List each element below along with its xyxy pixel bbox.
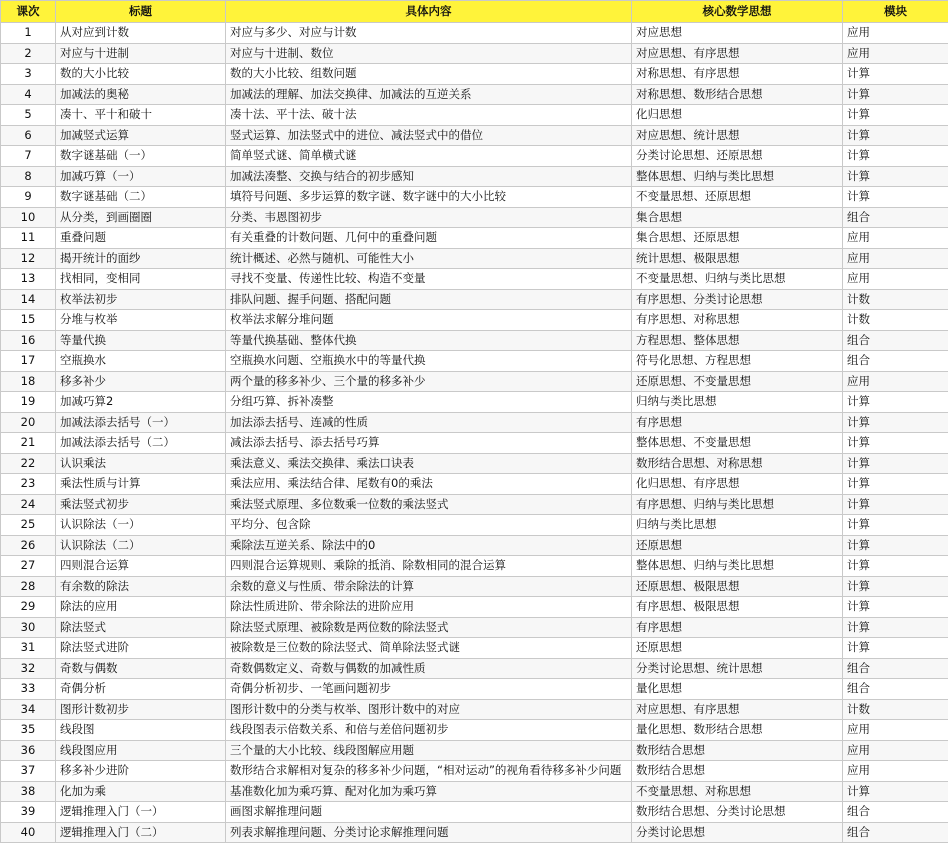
cell-lesson-no[interactable]: 4 bbox=[1, 84, 56, 105]
cell-core-thinking[interactable]: 有序思想、极限思想 bbox=[632, 597, 843, 618]
cell-title[interactable]: 重叠问题 bbox=[56, 228, 226, 249]
header-content[interactable]: 具体内容 bbox=[226, 1, 632, 23]
cell-module[interactable]: 计算 bbox=[843, 781, 948, 802]
cell-lesson-no[interactable]: 13 bbox=[1, 269, 56, 290]
cell-core-thinking[interactable]: 还原思想、极限思想 bbox=[632, 576, 843, 597]
cell-content[interactable]: 加法添去括号、连减的性质 bbox=[226, 412, 632, 433]
cell-content[interactable]: 四则混合运算规则、乘除的抵消、除数相同的混合运算 bbox=[226, 556, 632, 577]
table-row bbox=[1, 822, 948, 843]
cell-core-thinking[interactable]: 不变量思想、还原思想 bbox=[632, 187, 843, 208]
cell-core-thinking[interactable]: 对称思想、数形结合思想 bbox=[632, 84, 843, 105]
cell-title[interactable]: 数字谜基础（一） bbox=[56, 146, 226, 167]
cell-title[interactable]: 奇数与偶数 bbox=[56, 658, 226, 679]
cell-core-thinking[interactable]: 有序思想、归纳与类比思想 bbox=[632, 494, 843, 515]
cell-module[interactable]: 计算 bbox=[843, 64, 948, 85]
table-row bbox=[1, 412, 948, 433]
cell-lesson-no[interactable]: 21 bbox=[1, 433, 56, 454]
cell-lesson-no[interactable]: 29 bbox=[1, 597, 56, 618]
table-row bbox=[1, 474, 948, 495]
table-row bbox=[1, 248, 948, 269]
cell-module[interactable]: 计算 bbox=[843, 125, 948, 146]
table-row bbox=[1, 535, 948, 556]
table-row bbox=[1, 556, 948, 577]
cell-module[interactable]: 计算 bbox=[843, 535, 948, 556]
cell-title[interactable]: 对应与十进制 bbox=[56, 43, 226, 64]
table-row bbox=[1, 617, 948, 638]
cell-module[interactable]: 计算 bbox=[843, 166, 948, 187]
cell-module[interactable]: 计算 bbox=[843, 453, 948, 474]
cell-content[interactable]: 排队问题、握手问题、搭配问题 bbox=[226, 289, 632, 310]
cell-module[interactable]: 计算 bbox=[843, 187, 948, 208]
cell-core-thinking[interactable]: 对应思想、统计思想 bbox=[632, 125, 843, 146]
table-row bbox=[1, 146, 948, 167]
cell-content[interactable]: 画图求解推理问题 bbox=[226, 802, 632, 823]
cell-lesson-no[interactable]: 12 bbox=[1, 248, 56, 269]
cell-content[interactable]: 加减法凑整、交换与结合的初步感知 bbox=[226, 166, 632, 187]
cell-content[interactable]: 分类、韦恩图初步 bbox=[226, 207, 632, 228]
cell-content[interactable]: 有关重叠的计数问题、几何中的重叠问题 bbox=[226, 228, 632, 249]
cell-core-thinking[interactable]: 数形结合思想、分类讨论思想 bbox=[632, 802, 843, 823]
cell-title[interactable]: 移多补少进阶 bbox=[56, 761, 226, 782]
cell-core-thinking[interactable]: 有序思想、对称思想 bbox=[632, 310, 843, 331]
cell-lesson-no[interactable]: 10 bbox=[1, 207, 56, 228]
cell-module[interactable]: 计数 bbox=[843, 699, 948, 720]
cell-title[interactable]: 加减法的奥秘 bbox=[56, 84, 226, 105]
cell-module[interactable]: 计算 bbox=[843, 146, 948, 167]
table-row bbox=[1, 310, 948, 331]
cell-module[interactable]: 计算 bbox=[843, 84, 948, 105]
cell-core-thinking[interactable]: 数形结合思想 bbox=[632, 761, 843, 782]
table-row bbox=[1, 802, 948, 823]
cell-lesson-no[interactable]: 34 bbox=[1, 699, 56, 720]
cell-core-thinking[interactable]: 还原思想、不变量思想 bbox=[632, 371, 843, 392]
table-row bbox=[1, 23, 948, 44]
cell-lesson-no[interactable]: 6 bbox=[1, 125, 56, 146]
table-row bbox=[1, 43, 948, 64]
cell-content[interactable]: 两个量的移多补少、三个量的移多补少 bbox=[226, 371, 632, 392]
cell-content[interactable]: 线段图表示倍数关系、和倍与差倍问题初步 bbox=[226, 720, 632, 741]
table-row bbox=[1, 166, 948, 187]
cell-lesson-no[interactable]: 39 bbox=[1, 802, 56, 823]
cell-content[interactable]: 凑十法、平十法、破十法 bbox=[226, 105, 632, 126]
cell-module[interactable]: 组合 bbox=[843, 330, 948, 351]
cell-module[interactable]: 应用 bbox=[843, 43, 948, 64]
cell-content[interactable]: 简单竖式谜、简单横式谜 bbox=[226, 146, 632, 167]
table-row bbox=[1, 187, 948, 208]
cell-core-thinking[interactable]: 整体思想、归纳与类比思想 bbox=[632, 556, 843, 577]
cell-lesson-no[interactable]: 40 bbox=[1, 822, 56, 843]
table-row bbox=[1, 105, 948, 126]
cell-core-thinking[interactable]: 统计思想、极限思想 bbox=[632, 248, 843, 269]
table-row bbox=[1, 781, 948, 802]
cell-content[interactable]: 竖式运算、加法竖式中的进位、减法竖式中的借位 bbox=[226, 125, 632, 146]
cell-lesson-no[interactable]: 7 bbox=[1, 146, 56, 167]
cell-content[interactable]: 乘除法互逆关系、除法中的0 bbox=[226, 535, 632, 556]
cell-content[interactable]: 寻找不变量、传递性比较、构造不变量 bbox=[226, 269, 632, 290]
cell-lesson-no[interactable]: 8 bbox=[1, 166, 56, 187]
cell-title[interactable]: 凑十、平十和破十 bbox=[56, 105, 226, 126]
table-row bbox=[1, 515, 948, 536]
cell-content[interactable]: 奇偶分析初步、一笔画问题初步 bbox=[226, 679, 632, 700]
cell-lesson-no[interactable]: 33 bbox=[1, 679, 56, 700]
cell-module[interactable]: 应用 bbox=[843, 740, 948, 761]
cell-title[interactable]: 等量代换 bbox=[56, 330, 226, 351]
cell-lesson-no[interactable]: 25 bbox=[1, 515, 56, 536]
table-row bbox=[1, 84, 948, 105]
cell-core-thinking[interactable]: 量化思想、数形结合思想 bbox=[632, 720, 843, 741]
cell-core-thinking[interactable]: 整体思想、归纳与类比思想 bbox=[632, 166, 843, 187]
header-lesson-no[interactable]: 课次 bbox=[1, 1, 56, 23]
cell-core-thinking[interactable]: 不变量思想、归纳与类比思想 bbox=[632, 269, 843, 290]
cell-module[interactable]: 应用 bbox=[843, 761, 948, 782]
table-row bbox=[1, 269, 948, 290]
cell-module[interactable]: 计算 bbox=[843, 494, 948, 515]
cell-module[interactable]: 应用 bbox=[843, 228, 948, 249]
table-row bbox=[1, 597, 948, 618]
cell-module[interactable]: 组合 bbox=[843, 351, 948, 372]
cell-title[interactable]: 有余数的除法 bbox=[56, 576, 226, 597]
cell-content[interactable]: 基准数化加为乘巧算、配对化加为乘巧算 bbox=[226, 781, 632, 802]
cell-content[interactable]: 乘法意义、乘法交换律、乘法口诀表 bbox=[226, 453, 632, 474]
cell-lesson-no[interactable]: 3 bbox=[1, 64, 56, 85]
cell-title[interactable]: 除法竖式 bbox=[56, 617, 226, 638]
cell-module[interactable]: 计算 bbox=[843, 474, 948, 495]
cell-content[interactable]: 枚举法求解分堆问题 bbox=[226, 310, 632, 331]
cell-lesson-no[interactable]: 2 bbox=[1, 43, 56, 64]
cell-core-thinking[interactable]: 方程思想、整体思想 bbox=[632, 330, 843, 351]
cell-module[interactable]: 组合 bbox=[843, 802, 948, 823]
cell-content[interactable]: 三个量的大小比较、线段图解应用题 bbox=[226, 740, 632, 761]
cell-lesson-no[interactable]: 14 bbox=[1, 289, 56, 310]
table-row bbox=[1, 330, 948, 351]
cell-title[interactable]: 逻辑推理入门（一） bbox=[56, 802, 226, 823]
cell-content[interactable]: 乘法竖式原理、多位数乘一位数的乘法竖式 bbox=[226, 494, 632, 515]
cell-lesson-no[interactable]: 37 bbox=[1, 761, 56, 782]
cell-title[interactable]: 乘法竖式初步 bbox=[56, 494, 226, 515]
cell-title[interactable]: 除法的应用 bbox=[56, 597, 226, 618]
cell-core-thinking[interactable]: 量化思想 bbox=[632, 679, 843, 700]
cell-core-thinking[interactable]: 有序思想 bbox=[632, 412, 843, 433]
cell-content[interactable]: 统计概述、必然与随机、可能性大小 bbox=[226, 248, 632, 269]
cell-content[interactable]: 对应与多少、对应与计数 bbox=[226, 23, 632, 44]
cell-lesson-no[interactable]: 22 bbox=[1, 453, 56, 474]
cell-core-thinking[interactable]: 数形结合思想、对称思想 bbox=[632, 453, 843, 474]
cell-lesson-no[interactable]: 23 bbox=[1, 474, 56, 495]
cell-module[interactable]: 计算 bbox=[843, 515, 948, 536]
cell-lesson-no[interactable]: 26 bbox=[1, 535, 56, 556]
cell-lesson-no[interactable]: 11 bbox=[1, 228, 56, 249]
cell-title[interactable]: 加减法添去括号（二） bbox=[56, 433, 226, 454]
table-row bbox=[1, 576, 948, 597]
cell-title[interactable]: 揭开统计的面纱 bbox=[56, 248, 226, 269]
table-row bbox=[1, 433, 948, 454]
cell-content[interactable]: 奇数偶数定义、奇数与偶数的加减性质 bbox=[226, 658, 632, 679]
cell-title[interactable]: 加减竖式运算 bbox=[56, 125, 226, 146]
cell-core-thinking[interactable]: 化归思想 bbox=[632, 105, 843, 126]
cell-title[interactable]: 空瓶换水 bbox=[56, 351, 226, 372]
table-row bbox=[1, 228, 948, 249]
cell-module[interactable]: 计算 bbox=[843, 556, 948, 577]
cell-lesson-no[interactable]: 35 bbox=[1, 720, 56, 741]
cell-core-thinking[interactable]: 有序思想 bbox=[632, 617, 843, 638]
table-body bbox=[1, 23, 948, 843]
cell-lesson-no[interactable]: 5 bbox=[1, 105, 56, 126]
cell-module[interactable]: 计算 bbox=[843, 105, 948, 126]
cell-lesson-no[interactable]: 1 bbox=[1, 23, 56, 44]
cell-lesson-no[interactable]: 17 bbox=[1, 351, 56, 372]
cell-module[interactable]: 计算 bbox=[843, 597, 948, 618]
cell-core-thinking[interactable]: 集合思想、还原思想 bbox=[632, 228, 843, 249]
cell-content[interactable]: 列表求解推理问题、分类讨论求解推理问题 bbox=[226, 822, 632, 843]
cell-lesson-no[interactable]: 30 bbox=[1, 617, 56, 638]
cell-title[interactable]: 图形计数初步 bbox=[56, 699, 226, 720]
cell-title[interactable]: 从分类，到画圈圈 bbox=[56, 207, 226, 228]
cell-content[interactable]: 数的大小比较、组数问题 bbox=[226, 64, 632, 85]
cell-core-thinking[interactable]: 不变量思想、对称思想 bbox=[632, 781, 843, 802]
cell-content[interactable]: 除法竖式原理、被除数是两位数的除法竖式 bbox=[226, 617, 632, 638]
cell-lesson-no[interactable]: 24 bbox=[1, 494, 56, 515]
header-core-thinking[interactable]: 核心数学思想 bbox=[632, 1, 843, 23]
cell-core-thinking[interactable]: 数形结合思想 bbox=[632, 740, 843, 761]
cell-module[interactable]: 计数 bbox=[843, 289, 948, 310]
cell-module[interactable]: 计数 bbox=[843, 310, 948, 331]
table-row bbox=[1, 371, 948, 392]
cell-title[interactable]: 化加为乘 bbox=[56, 781, 226, 802]
cell-title[interactable]: 四则混合运算 bbox=[56, 556, 226, 577]
table-row bbox=[1, 392, 948, 413]
table-row bbox=[1, 658, 948, 679]
table-row bbox=[1, 638, 948, 659]
cell-title[interactable]: 认识除法（二） bbox=[56, 535, 226, 556]
cell-content[interactable]: 对应与十进制、数位 bbox=[226, 43, 632, 64]
cell-module[interactable]: 组合 bbox=[843, 658, 948, 679]
cell-lesson-no[interactable]: 9 bbox=[1, 187, 56, 208]
cell-lesson-no[interactable]: 19 bbox=[1, 392, 56, 413]
cell-content[interactable]: 除法性质进阶、带余除法的进阶应用 bbox=[226, 597, 632, 618]
cell-title[interactable]: 移多补少 bbox=[56, 371, 226, 392]
cell-module[interactable]: 组合 bbox=[843, 822, 948, 843]
cell-core-thinking[interactable]: 分类讨论思想、统计思想 bbox=[632, 658, 843, 679]
cell-core-thinking[interactable]: 对称思想、有序思想 bbox=[632, 64, 843, 85]
cell-content[interactable]: 加减法的理解、加法交换律、加减法的互逆关系 bbox=[226, 84, 632, 105]
table-row bbox=[1, 351, 948, 372]
cell-content[interactable]: 减法添去括号、添去括号巧算 bbox=[226, 433, 632, 454]
cell-core-thinking[interactable]: 分类讨论思想 bbox=[632, 822, 843, 843]
cell-lesson-no[interactable]: 36 bbox=[1, 740, 56, 761]
table-row bbox=[1, 289, 948, 310]
cell-title[interactable]: 认识除法（一） bbox=[56, 515, 226, 536]
cell-core-thinking[interactable]: 符号化思想、方程思想 bbox=[632, 351, 843, 372]
cell-title[interactable]: 逻辑推理入门（二） bbox=[56, 822, 226, 843]
cell-content[interactable]: 数形结合求解相对复杂的移多补少问题，“相对运动”的视角看待移多补少问题 bbox=[226, 761, 632, 782]
cell-module[interactable]: 计算 bbox=[843, 576, 948, 597]
table-row bbox=[1, 125, 948, 146]
cell-lesson-no[interactable]: 28 bbox=[1, 576, 56, 597]
cell-title[interactable]: 认识乘法 bbox=[56, 453, 226, 474]
cell-lesson-no[interactable]: 27 bbox=[1, 556, 56, 577]
cell-content[interactable]: 图形计数中的分类与枚举、图形计数中的对应 bbox=[226, 699, 632, 720]
cell-lesson-no[interactable]: 18 bbox=[1, 371, 56, 392]
cell-content[interactable]: 空瓶换水问题、空瓶换水中的等量代换 bbox=[226, 351, 632, 372]
cell-lesson-no[interactable]: 31 bbox=[1, 638, 56, 659]
cell-content[interactable]: 填符号问题、多步运算的数字谜、数字谜中的大小比较 bbox=[226, 187, 632, 208]
cell-module[interactable]: 组合 bbox=[843, 679, 948, 700]
table-row bbox=[1, 453, 948, 474]
table-row bbox=[1, 761, 948, 782]
cell-module[interactable]: 应用 bbox=[843, 269, 948, 290]
cell-core-thinking[interactable]: 还原思想 bbox=[632, 535, 843, 556]
header-module[interactable]: 模块 bbox=[843, 1, 948, 23]
cell-module[interactable]: 计算 bbox=[843, 617, 948, 638]
cell-core-thinking[interactable]: 集合思想 bbox=[632, 207, 843, 228]
cell-title[interactable]: 奇偶分析 bbox=[56, 679, 226, 700]
cell-title[interactable]: 从对应到计数 bbox=[56, 23, 226, 44]
cell-title[interactable]: 加减巧算（一） bbox=[56, 166, 226, 187]
table-row bbox=[1, 679, 948, 700]
table-row bbox=[1, 720, 948, 741]
cell-title[interactable]: 线段图 bbox=[56, 720, 226, 741]
header-title[interactable]: 标题 bbox=[56, 1, 226, 23]
cell-core-thinking[interactable]: 对应思想 bbox=[632, 23, 843, 44]
table-row bbox=[1, 207, 948, 228]
table-row bbox=[1, 699, 948, 720]
cell-core-thinking[interactable]: 有序思想、分类讨论思想 bbox=[632, 289, 843, 310]
cell-module[interactable]: 组合 bbox=[843, 207, 948, 228]
cell-lesson-no[interactable]: 20 bbox=[1, 412, 56, 433]
header-row bbox=[1, 1, 948, 23]
cell-module[interactable]: 计算 bbox=[843, 392, 948, 413]
cell-content[interactable]: 乘法应用、乘法结合律、尾数有0的乘法 bbox=[226, 474, 632, 495]
cell-content[interactable]: 平均分、包含除 bbox=[226, 515, 632, 536]
cell-core-thinking[interactable]: 还原思想 bbox=[632, 638, 843, 659]
cell-lesson-no[interactable]: 38 bbox=[1, 781, 56, 802]
cell-lesson-no[interactable]: 32 bbox=[1, 658, 56, 679]
cell-core-thinking[interactable]: 对应思想、有序思想 bbox=[632, 43, 843, 64]
table-row bbox=[1, 494, 948, 515]
cell-core-thinking[interactable]: 分类讨论思想、还原思想 bbox=[632, 146, 843, 167]
cell-title[interactable]: 枚举法初步 bbox=[56, 289, 226, 310]
cell-module[interactable]: 应用 bbox=[843, 248, 948, 269]
cell-core-thinking[interactable]: 化归思想、有序思想 bbox=[632, 474, 843, 495]
cell-lesson-no[interactable]: 15 bbox=[1, 310, 56, 331]
cell-content[interactable]: 被除数是三位数的除法竖式、简单除法竖式谜 bbox=[226, 638, 632, 659]
cell-title[interactable]: 乘法性质与计算 bbox=[56, 474, 226, 495]
cell-module[interactable]: 应用 bbox=[843, 371, 948, 392]
cell-title[interactable]: 数字谜基础（二） bbox=[56, 187, 226, 208]
cell-core-thinking[interactable]: 对应思想、有序思想 bbox=[632, 699, 843, 720]
cell-module[interactable]: 应用 bbox=[843, 720, 948, 741]
cell-title[interactable]: 除法竖式进阶 bbox=[56, 638, 226, 659]
table-row bbox=[1, 740, 948, 761]
cell-title[interactable]: 数的大小比较 bbox=[56, 64, 226, 85]
cell-title[interactable]: 线段图应用 bbox=[56, 740, 226, 761]
cell-module[interactable]: 计算 bbox=[843, 433, 948, 454]
cell-content[interactable]: 分组巧算、拆补凑整 bbox=[226, 392, 632, 413]
cell-content[interactable]: 等量代换基础、整体代换 bbox=[226, 330, 632, 351]
cell-title[interactable]: 找相同，变相同 bbox=[56, 269, 226, 290]
cell-core-thinking[interactable]: 归纳与类比思想 bbox=[632, 392, 843, 413]
cell-lesson-no[interactable]: 16 bbox=[1, 330, 56, 351]
cell-title[interactable]: 分堆与枚举 bbox=[56, 310, 226, 331]
cell-module[interactable]: 计算 bbox=[843, 412, 948, 433]
cell-content[interactable]: 余数的意义与性质、带余除法的计算 bbox=[226, 576, 632, 597]
cell-core-thinking[interactable]: 归纳与类比思想 bbox=[632, 515, 843, 536]
cell-core-thinking[interactable]: 整体思想、不变量思想 bbox=[632, 433, 843, 454]
cell-module[interactable]: 应用 bbox=[843, 23, 948, 44]
cell-module[interactable]: 计算 bbox=[843, 638, 948, 659]
cell-title[interactable]: 加减法添去括号（一） bbox=[56, 412, 226, 433]
cell-title[interactable]: 加减巧算2 bbox=[56, 392, 226, 413]
table-row bbox=[1, 64, 948, 85]
